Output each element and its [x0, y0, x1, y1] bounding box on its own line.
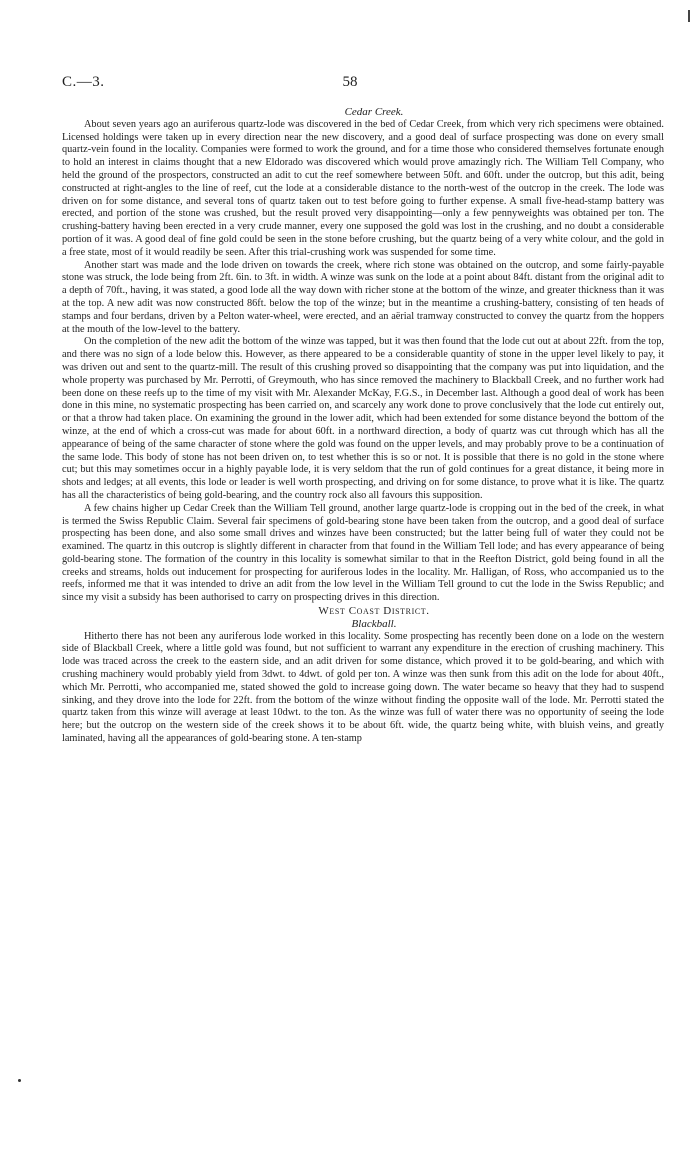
paragraph: Hitherto there has not been any auriferous lode worked in this locality. Some prospecting has recently been done on a lode on the western side of Blackball Creek, where a little gold was found, but not sufficient to warrant any expenditure in the erection of crushing machinery. This lode was traced across the creek to the eastern side, and an adit driven for some distance, which proved it to be gold-bearing, and which with crushing machinery would probably yield from 3dwt. to 4dwt. of gold per ton. A winze was then sunk from this adit on the lode for about 40ft., which Mr. Perrotti, who accompanied me, stated showed the gold to increase going down. The water became so heavy that they had to suspend sinking, and they drove into the lode for 22ft. from the bottom of the winze without finding the opposite wall of the lode. Mr. Perrotti stated the quartz taken from this winze will average at least 10dwt. to the ton. As the winze was full of water there was no opportunity of seeing the lode here; but the outcrop on the western side of the creek shows it to be about 6ft. wide, the quartz being white, with bluish veins, and greatly laminated, having all the appearances of gold-bearing stone. A ten-stamp [62, 630, 664, 745]
paragraph: On the completion of the new adit the bottom of the winze was tapped, but it was then found that the lode cut out at about 22ft. from the top, and there was no sign of a lode below this. However, as there appeared to be a considerable quantity of stone in the upper level likely to pay, it was driven out and sent to the quartz-mill. The result of this crushing proved so disappointing that the company was put into liquidation, and the whole property was purchased by Mr. Perrotti, of Greymouth, who has since removed the machinery to Blackball Creek, and no further work had been done on these reefs up to the time of my visit with Mr. Alexander McKay, F.G.S., in December last. Although a good deal of work has been done in this mine, no systematic prospecting has been carried on, and scarcely any work done to prove conclusively that the lode cut entirely out, or that a throw had taken place. On examining the ground in the lower adit, which had been extended for some distance beyond the bottom of the winze, at the end of which a cross-cut was made for about 60ft. in a northward direction, a body of quartz was cut through which has all the appearance of being of the same character of stone where the gold was found on the upper levels, and may probably prove to be a continuation of the same lode. This body of stone has not been driven on, to test whether this is so or not. It is possible that there is no gold in the stone where cut; but this may sometimes occur in a highly payable lode, it is very seldom that the run of gold continues for a great distance, it being more in shots and ledges; at all events, this lode or leader is well worth prospecting, and driving on for some distance, to prove what it is like. The quartz has all the characteristics of being gold-bearing, and the country rock also all favours this supposition. [62, 336, 664, 501]
text-column [62, 106, 664, 746]
report-reference: C.—3. [62, 74, 105, 90]
page-number: 58 [342, 74, 358, 90]
margin-mark [18, 1079, 21, 1082]
district-heading: West Coast District. [318, 605, 430, 618]
paragraph: About seven years ago an auriferous quartz-lode was discovered in the bed of Cedar Creek, from which very rich specimens were obtained. Licensed holdings were taken up in every direction near the new discovery, and a good deal of surface prospecting was done on every small quartz-vein found in the locality. Companies were formed to work the ground, and for a time those who considered themselves fortunate enough to hold an interest in claims thought that a new Eldorado was discovered which would prove amazingly rich. The William Tell Company, who held the ground of the prospectors, constructed an adit to cut the reef somewhere between 50ft. and 60ft. under the outcrop, but this adit, being constructed at right-angles to the line of reef, cut the lode at a considerable distance to the north-west of the outcrop in the creek. The lode was driven on for some distance, and several tons of quartz taken out to test before going to further expense. A small five-head-stamp battery was erected, and portion of the stone was crushed, but the result proved very disappointing—only a few pennyweights was obtained per ton. The crushing-battery having been erected in a very crude manner, every one supposed the gold was lost in the crushing, and no doubt a considerable portion of it was. A good deal of fine gold could be seen in the stone before crushing, but the quartz being of a very white colour, and the gold in a free state, most of it would readily be seen. After this trial-crushing work was suspended for some time. [62, 118, 664, 258]
paragraph: Another start was made and the lode driven on towards the creek, where rich stone was obtained on the outcrop, and some fairly-payable stone was struck, the lode being from 2ft. 6in. to 3ft. in width. A winze was sunk on the lode at a point about 84ft. distant from the original adit to a depth of 70ft., having, it was stated, a good lode all the way down with richer stone at the bottom of the winze, and greater thickness than it was at the top. A new adit was now constructed 86ft. below the top of the winze; but in the meantime a crushing-battery, consisting of ten heads of stamps and four berdans, driven by a Pelton water-wheel, were erected, and an aërial tramway constructed to convey the quartz from the hoppers at the mouth of the low-level to the battery. [62, 259, 664, 335]
paragraph: A few chains higher up Cedar Creek than the William Tell ground, another large quartz-lode is cropping out in the bed of the creek, in what is termed the Swiss Republic Claim. Several fair specimens of gold-bearing stone have been taken from the outcrop, and a good deal of surface prospecting has been done, and also some small drives and winzes have been constructed; but the latter being full of water they could not be examined. The quartz in this outcrop is slightly different in character from that found in the William Tell lode; and has every appearance of being gold-bearing stone. The formation of the country in this locality is somewhat similar to that in the Reefton District, gold being found in all the creeks and streams, holds out inducement for prospecting for auriferous lodes in the locality. Mr. Halligan, of Ross, who accompanied us to the reefs, informed me that it was intended to drive an adit from the low level in the William Tell ground to cut the lode in the Swiss Republic; and since my visit a subsidy has been authorised to carry on prospecting drives in this direction. [62, 502, 664, 604]
section-title-cedar-creek: Cedar Creek. [344, 106, 404, 118]
section-title-blackball: Blackball. [351, 617, 397, 630]
scan-mark [688, 10, 690, 22]
